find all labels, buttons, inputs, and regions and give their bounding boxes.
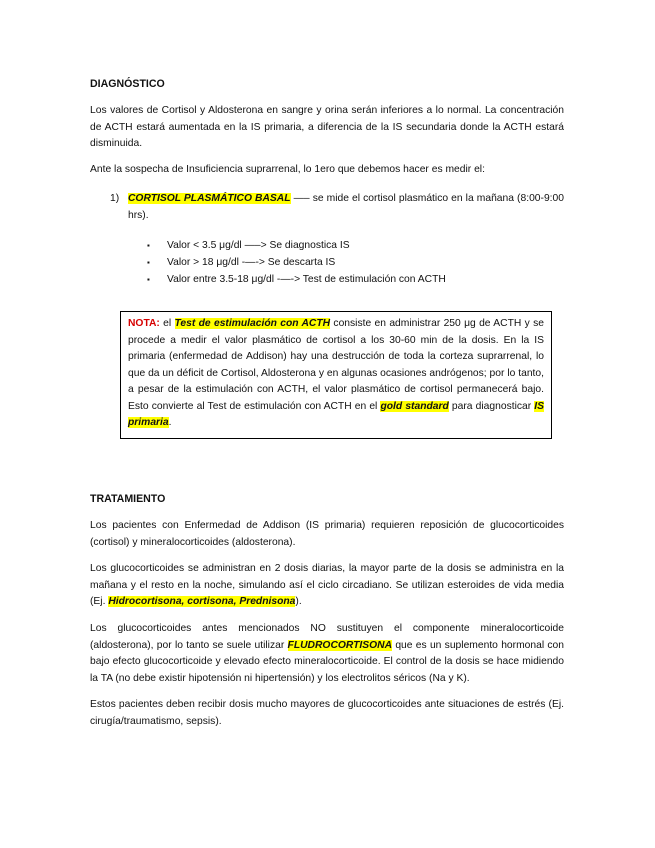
highlight-test-acth: Test de estimulación con ACTH	[174, 318, 331, 329]
note-text-2: consiste en administrar 250 μg de ACTH y se procede a medir el valor plasmático de cortisol a los 30-60 min de la dosis. En la IS primaria (enfermedad de Addison) hay una destrucción de toda la corteza suprarrenal, lo que da un déficit de Cortisol, Aldosterona y en algunas ocasiones andrógenos; por lo tanto, a pesar de la estimulación con ACTH, el valor plasmático de cortisol permanecerá bajo. Esto convierte al Test de estimulación con ACTH en el	[128, 318, 544, 412]
paragraph-tratamiento-3	[90, 621, 564, 687]
note-text-4: .	[168, 417, 172, 428]
note-label: NOTA:	[128, 318, 160, 329]
section-heading-tratamiento: TRATAMIENTO	[90, 493, 166, 505]
highlight-glucocorticoides: Hidrocortisona, cortisona, Prednisona	[108, 596, 296, 607]
list-item	[147, 255, 567, 272]
note-box	[120, 311, 552, 439]
bullet-text: Valor entre 3.5-18 μg/dl -—-> Test de estimulación con ACTH	[167, 274, 446, 285]
paragraph-diagnostico-2: Ante la sospecha de Insuficiencia suprarrenal, lo 1ero que debemos hacer es medir el:	[90, 164, 485, 175]
bullet-text: Valor < 3.5 μg/dl —–> Se diagnostica IS	[167, 240, 350, 251]
note-text	[128, 316, 544, 432]
highlight-cortisol-basal: CORTISOL PLASMÁTICO BASAL	[128, 193, 291, 204]
bullet-text: Valor > 18 μg/dl -—-> Se descarta IS	[167, 257, 336, 268]
paragraph-tratamiento-1: Los pacientes con Enfermedad de Addison (IS primaria) requieren reposición de glucocorticoides (cortisol) y mineralocorticoides (aldosterona).	[90, 520, 564, 548]
list-number: 1)	[110, 193, 120, 204]
bullet-icon: ▪	[147, 258, 150, 267]
paragraph-tratamiento-4: Estos pacientes deben recibir dosis mucho mayores de glucocorticoides ante situaciones de estrés (Ej. cirugía/traumatismo, sepsis).	[90, 699, 564, 727]
numbered-item-text	[128, 191, 564, 224]
bullet-list	[147, 238, 567, 289]
highlight-is-primaria: IS primaria	[128, 400, 545, 428]
paragraph-tratamiento-2-b: ).	[295, 596, 302, 607]
list-item	[147, 272, 567, 289]
paragraph-tratamiento-2	[90, 561, 564, 611]
highlight-fludrocortisona: FLUDROCORTISONA	[287, 639, 393, 651]
paragraph-tratamiento-3-b: que es un suplemento hormonal con bajo efecto glucocorticoide y elevado efecto mineralocorticoide. El control de la dosis se hace midiendo la TA (no debe existir hipotensión ni hipertensión) y los electrolitos séricos (Na y K).	[90, 639, 564, 684]
bullet-icon: ▪	[147, 241, 150, 250]
section-heading-diagnostico: DIAGNÓSTICO	[90, 78, 165, 90]
highlight-gold-standard: gold standard	[380, 400, 449, 412]
paragraph-tratamiento-2-a: Los glucocorticoides se administran en 2 dosis diarias, la mayor parte de la dosis se administra en la mañana y el resto en la noche, simulando así el ciclo circadiano. Se utilizan esteroides de vida media (Ej.	[90, 563, 564, 607]
note-text-3: para diagnosticar	[448, 400, 535, 412]
bullet-icon: ▪	[147, 275, 150, 284]
list-item	[147, 238, 567, 255]
note-text-1: el	[159, 318, 175, 329]
numbered-item-rest: —– se mide el cortisol plasmático en la mañana (8:00-9:00 hrs).	[128, 193, 564, 221]
paragraph-diagnostico-1: Los valores de Cortisol y Aldosterona en sangre y orina serán inferiores a lo normal. La concentración de ACTH estará aumentada en la IS primaria, a diferencia de la IS secundaria donde la ACTH estará disminuida.	[90, 105, 564, 149]
paragraph-tratamiento-3-a: Los glucocorticoides antes mencionados NO sustituyen el componente mineralocorticoide (aldosterona), por lo tanto se suele utilizar	[90, 623, 564, 651]
